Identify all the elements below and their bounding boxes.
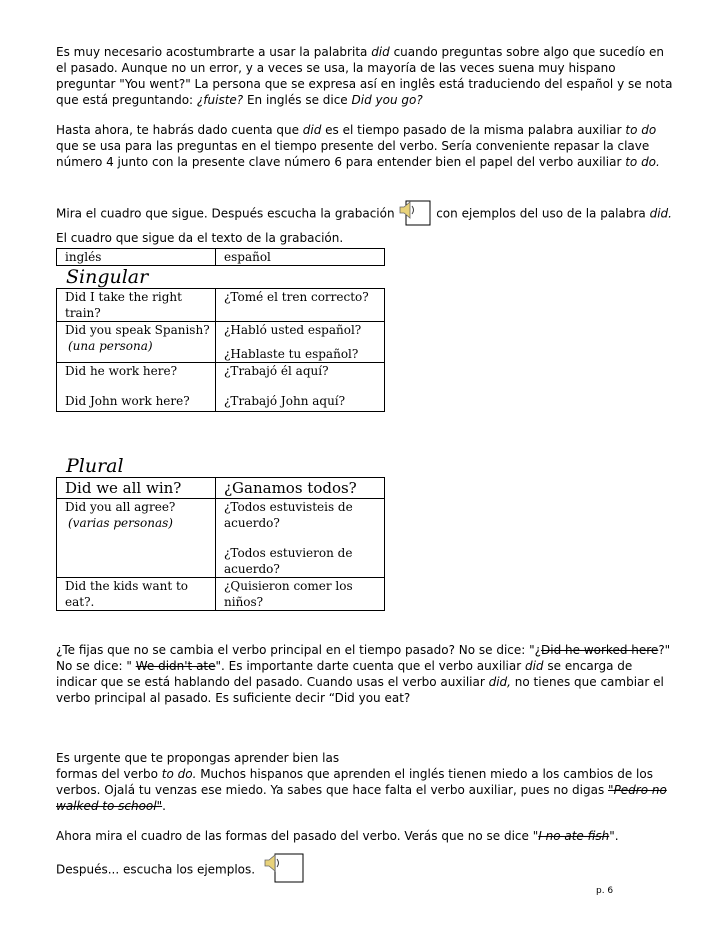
text: En inglés se dice — [243, 93, 352, 107]
es-text: ¿Todos estuvieron de acuerdo? — [224, 546, 353, 576]
cell-es — [216, 499, 385, 578]
singular-table — [56, 288, 385, 412]
term-did: did — [524, 659, 544, 673]
text: El cuadro que sigue da el texto de la grabación. — [56, 231, 344, 245]
term-to-do: to do. — [161, 767, 197, 781]
term-did-you-go: Did you go? — [351, 93, 423, 107]
text: ?" No se dice: " — [56, 643, 671, 673]
table-row — [57, 322, 385, 363]
struck-example: "Pedro no walked to school" — [56, 783, 667, 813]
table-row — [57, 363, 385, 412]
header-espanol: español — [216, 249, 385, 266]
text: Hasta ahora, te habrás dado cuenta que — [56, 123, 303, 137]
text: es el tiempo pasado de la misma palabra auxiliar — [321, 123, 626, 137]
speaker-icon[interactable] — [259, 852, 305, 888]
paragraph-did-intro — [56, 44, 676, 108]
paragraph-no-change — [56, 642, 676, 706]
en-note: (varias personas) — [68, 516, 173, 530]
es-text: ¿Trabajó John aquí? — [224, 394, 346, 408]
cell-en — [57, 578, 216, 611]
struck-example: We didn't ate — [135, 659, 216, 673]
plural-heading: Plural — [66, 455, 124, 477]
term-to-do: to do — [625, 123, 657, 137]
cell-en — [57, 363, 216, 412]
speaker-icon[interactable] — [398, 198, 432, 230]
text: . — [162, 799, 166, 813]
paragraph-past-forms — [56, 828, 676, 844]
cell-es — [216, 289, 385, 322]
en-note: (una persona) — [68, 339, 153, 353]
table-header — [56, 248, 385, 266]
table-row — [57, 289, 385, 322]
text: ". Es importante darte cuenta que el verbo auxiliar — [215, 659, 525, 673]
es-text: ¿Tomé el tren correcto? — [224, 290, 369, 304]
cell-en — [57, 478, 216, 499]
text: se encarga de indicar que se está hablando del pasado. Cuando usas el verbo auxiliar — [56, 659, 633, 689]
en-text: Did the kids want to eat?. — [65, 579, 189, 609]
term-did: did — [302, 123, 322, 137]
cell-es — [216, 322, 385, 363]
paragraph-auxiliary — [56, 122, 676, 170]
term-did: did. — [649, 206, 672, 221]
en-text: Did we all win? — [65, 479, 182, 497]
cell-es — [216, 578, 385, 611]
es-text: ¿Trabajó él aquí? — [224, 364, 329, 378]
header-ingles: inglés — [57, 249, 216, 266]
cell-en — [57, 322, 216, 363]
text: Es urgente que te propongas aprender bien las — [56, 751, 340, 765]
plural-table — [56, 477, 385, 611]
text: formas del verbo — [56, 767, 162, 781]
en-text: Did you all agree? — [65, 500, 176, 514]
cell-es — [216, 478, 385, 499]
table-row — [57, 499, 385, 578]
text: Ahora mira el cuadro de las formas del pasado del verbo. Verás que no se dice " — [56, 829, 539, 843]
term-to-do: to do. — [625, 155, 660, 169]
es-text: ¿Ganamos todos? — [224, 479, 357, 497]
cell-en — [57, 499, 216, 578]
paragraph-listen — [56, 852, 676, 888]
cell-es — [216, 363, 385, 412]
page-number: p. 6 — [596, 886, 614, 896]
text: que se usa para las preguntas en el tiempo presente del verbo. Sería conveniente repasar la clave número 4 junto con la presente clave número 6 para entender bien el papel del verbo auxiliar — [56, 139, 650, 169]
en-text: Did you speak Spanish? — [65, 323, 210, 337]
en-text: Did John work here? — [65, 394, 190, 408]
text: cuando preguntas sobre algo que sucedío en el pasado. Aunque no un error, y a veces se usa, la mayoría de las veces suena muy hispano preguntar "You went?" La persona que se expresa así en inglês está traduciendo del español y se nota que está preguntando: — [56, 45, 673, 107]
text: Es muy necesario acostumbrarte a usar la palabrita — [56, 45, 372, 59]
paragraph-urgent — [56, 750, 676, 814]
struck-example: Did he worked here — [541, 643, 659, 657]
singular-heading: Singular — [66, 266, 149, 288]
en-text: Did he work here? — [65, 364, 178, 378]
es-text: ¿Hablaste tu español? — [224, 347, 359, 361]
text: Después... escucha los ejemplos. — [56, 862, 259, 877]
term-fuiste: ¿fuiste? — [196, 93, 244, 107]
struck-example: I no ate fish — [538, 829, 610, 843]
text: Muchos hispanos que aprenden el inglés tienen miedo a los cambios de los verbos. Ojalá tu venzas ese miedo. Ya sabes que hace falta el verbo auxiliar, pues no digas — [56, 767, 653, 797]
table-row — [57, 578, 385, 611]
paragraph-recording — [56, 198, 676, 246]
en-text: Did I take the right train? — [65, 290, 182, 320]
text: ¿Te fijas que no se cambia el verbo principal en el tiempo pasado? No se dice: "¿ — [56, 643, 542, 657]
es-text: ¿Quisieron comer los niños? — [224, 579, 353, 609]
es-text: ¿Todos estuvisteis de acuerdo? — [224, 500, 353, 530]
term-did: did, — [488, 675, 511, 689]
text: con ejemplos del uso de la palabra — [432, 206, 650, 221]
term-did: did — [371, 45, 390, 59]
table-row — [57, 478, 385, 499]
text: no tienes que cambiar el verbo principal al pasado. Es suficiente decir “Did you eat? — [56, 675, 664, 705]
cell-en — [57, 289, 216, 322]
es-text: ¿Habló usted español? — [224, 323, 362, 337]
text: Mira el cuadro que sigue. Después escucha la grabación — [56, 206, 399, 221]
text: ". — [609, 829, 619, 843]
